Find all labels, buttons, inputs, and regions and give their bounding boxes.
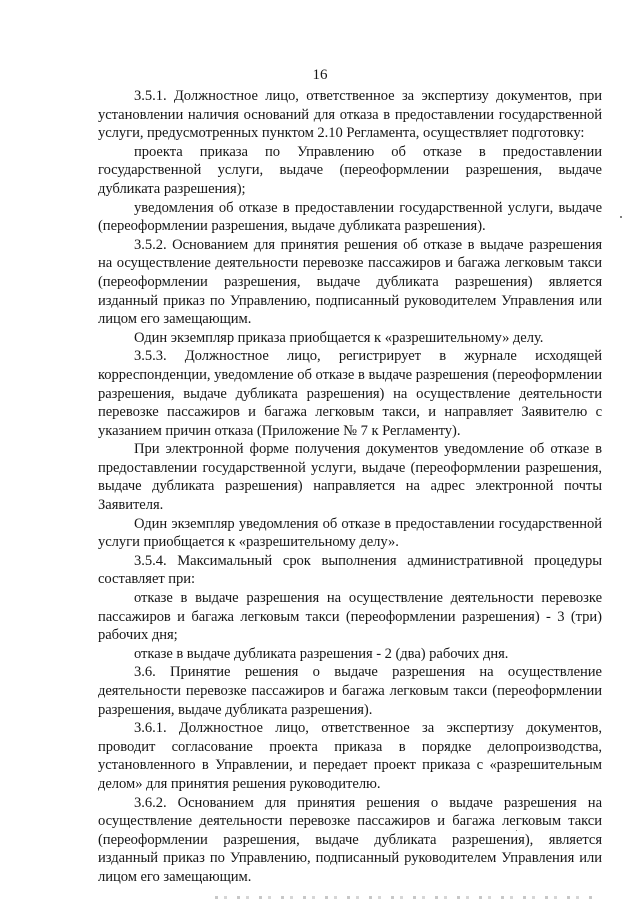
document-body [98,87,602,887]
paragraph-3-5-2: 3.5.2. Основанием для принятия решения об отказе в выдаче разрешения на осуществление деятельности перевозке пассажиров и багажа легковым такси (переоформлении разрешения, выдаче дубликата разрешения) является изданный приказ по Управлению, подписанный руководителем Управления или лицом его замещающим. [98,236,602,328]
paragraph-3-5-1: 3.5.1. Должностное лицо, ответственное за экспертизу документов, при установлении наличия оснований для отказа в предоставлении государственной услуги, предусмотренных пунктом 2.10 Регламента, осуществляет подготовку: [98,88,602,142]
paragraph-term-permit: отказе в выдаче разрешения на осуществление деятельности перевозке пассажиров и багажа легковым такси (переоформлении разрешения) - 3 (три) рабочих дня; [98,590,602,644]
paragraph-3-5-3: 3.5.3. Должностное лицо, регистрирует в журнале исходящей корреспонденции, уведомление об отказе в выдаче разрешения (переоформлении разрешения, выдаче дубликата разрешения) на осуществление деятельности перевозке пассажиров и багажа легковым такси, и направляет Заявителю с указанием причин отказа (Приложение № 7 к Регламенту). [98,348,602,439]
scan-speck [620,216,622,218]
scan-edge-artifact [215,896,595,899]
paragraph-term-duplicate: отказе в выдаче дубликата разрешения - 2 (два) рабочих дня. [134,645,509,662]
paragraph-order-copy: Один экземпляр приказа приобщается к «разрешительному» делу. [134,329,544,346]
paragraph-notice-copy: Один экземпляр уведомления об отказе в предоставлении государственной услуги приобщается к «разрешительному делу». [98,515,602,551]
paragraph-3-5-4: 3.5.4. Максимальный срок выполнения административной процедуры составляет при: [98,552,602,588]
paragraph-order-draft: проекта приказа по Управлению об отказе в предоставлении государственной услуги, выдаче (переоформлении разрешения, выдаче дубликата разрешения); [98,143,602,197]
paragraph-3-6-1: 3.6.1. Должностное лицо, ответственное за экспертизу документов, проводит согласование проекта приказа в порядке делопроизводства, установленного в Управлении, и передает проект приказа с «разрешительным делом» для принятия решения руководителю. [98,720,602,792]
paragraph-electronic-form: При электронной форме получения документов уведомление об отказе в предоставлении государственной услуги, выдаче (переоформлении разрешения, выдаче дубликата разрешения) направляется на адрес электронной почты Заявителя. [98,441,602,514]
paragraph-3-6: 3.6. Принятие решения о выдаче разрешения на осуществление деятельности перевозке пассажиров и багажа легковым такси (переоформлении разрешения, выдаче дубликата разрешения). [98,664,602,718]
paragraph-refusal-notice: уведомления об отказе в предоставлении государственной услуги, выдаче (переоформлении разрешения, выдаче дубликата разрешения). [98,199,602,235]
paragraph-3-6-2: 3.6.2. Основанием для принятия решения о выдаче разрешения на осуществление деятельности перевозке пассажиров и багажа легковым такси (переоформлении разрешения, выдаче дубликата разрешения), является изданный приказ по Управлению, подписанный руководителем Управления или лицом его замещающим. [98,794,602,885]
scan-speck [516,830,517,831]
page-number: 16 [312,67,328,83]
